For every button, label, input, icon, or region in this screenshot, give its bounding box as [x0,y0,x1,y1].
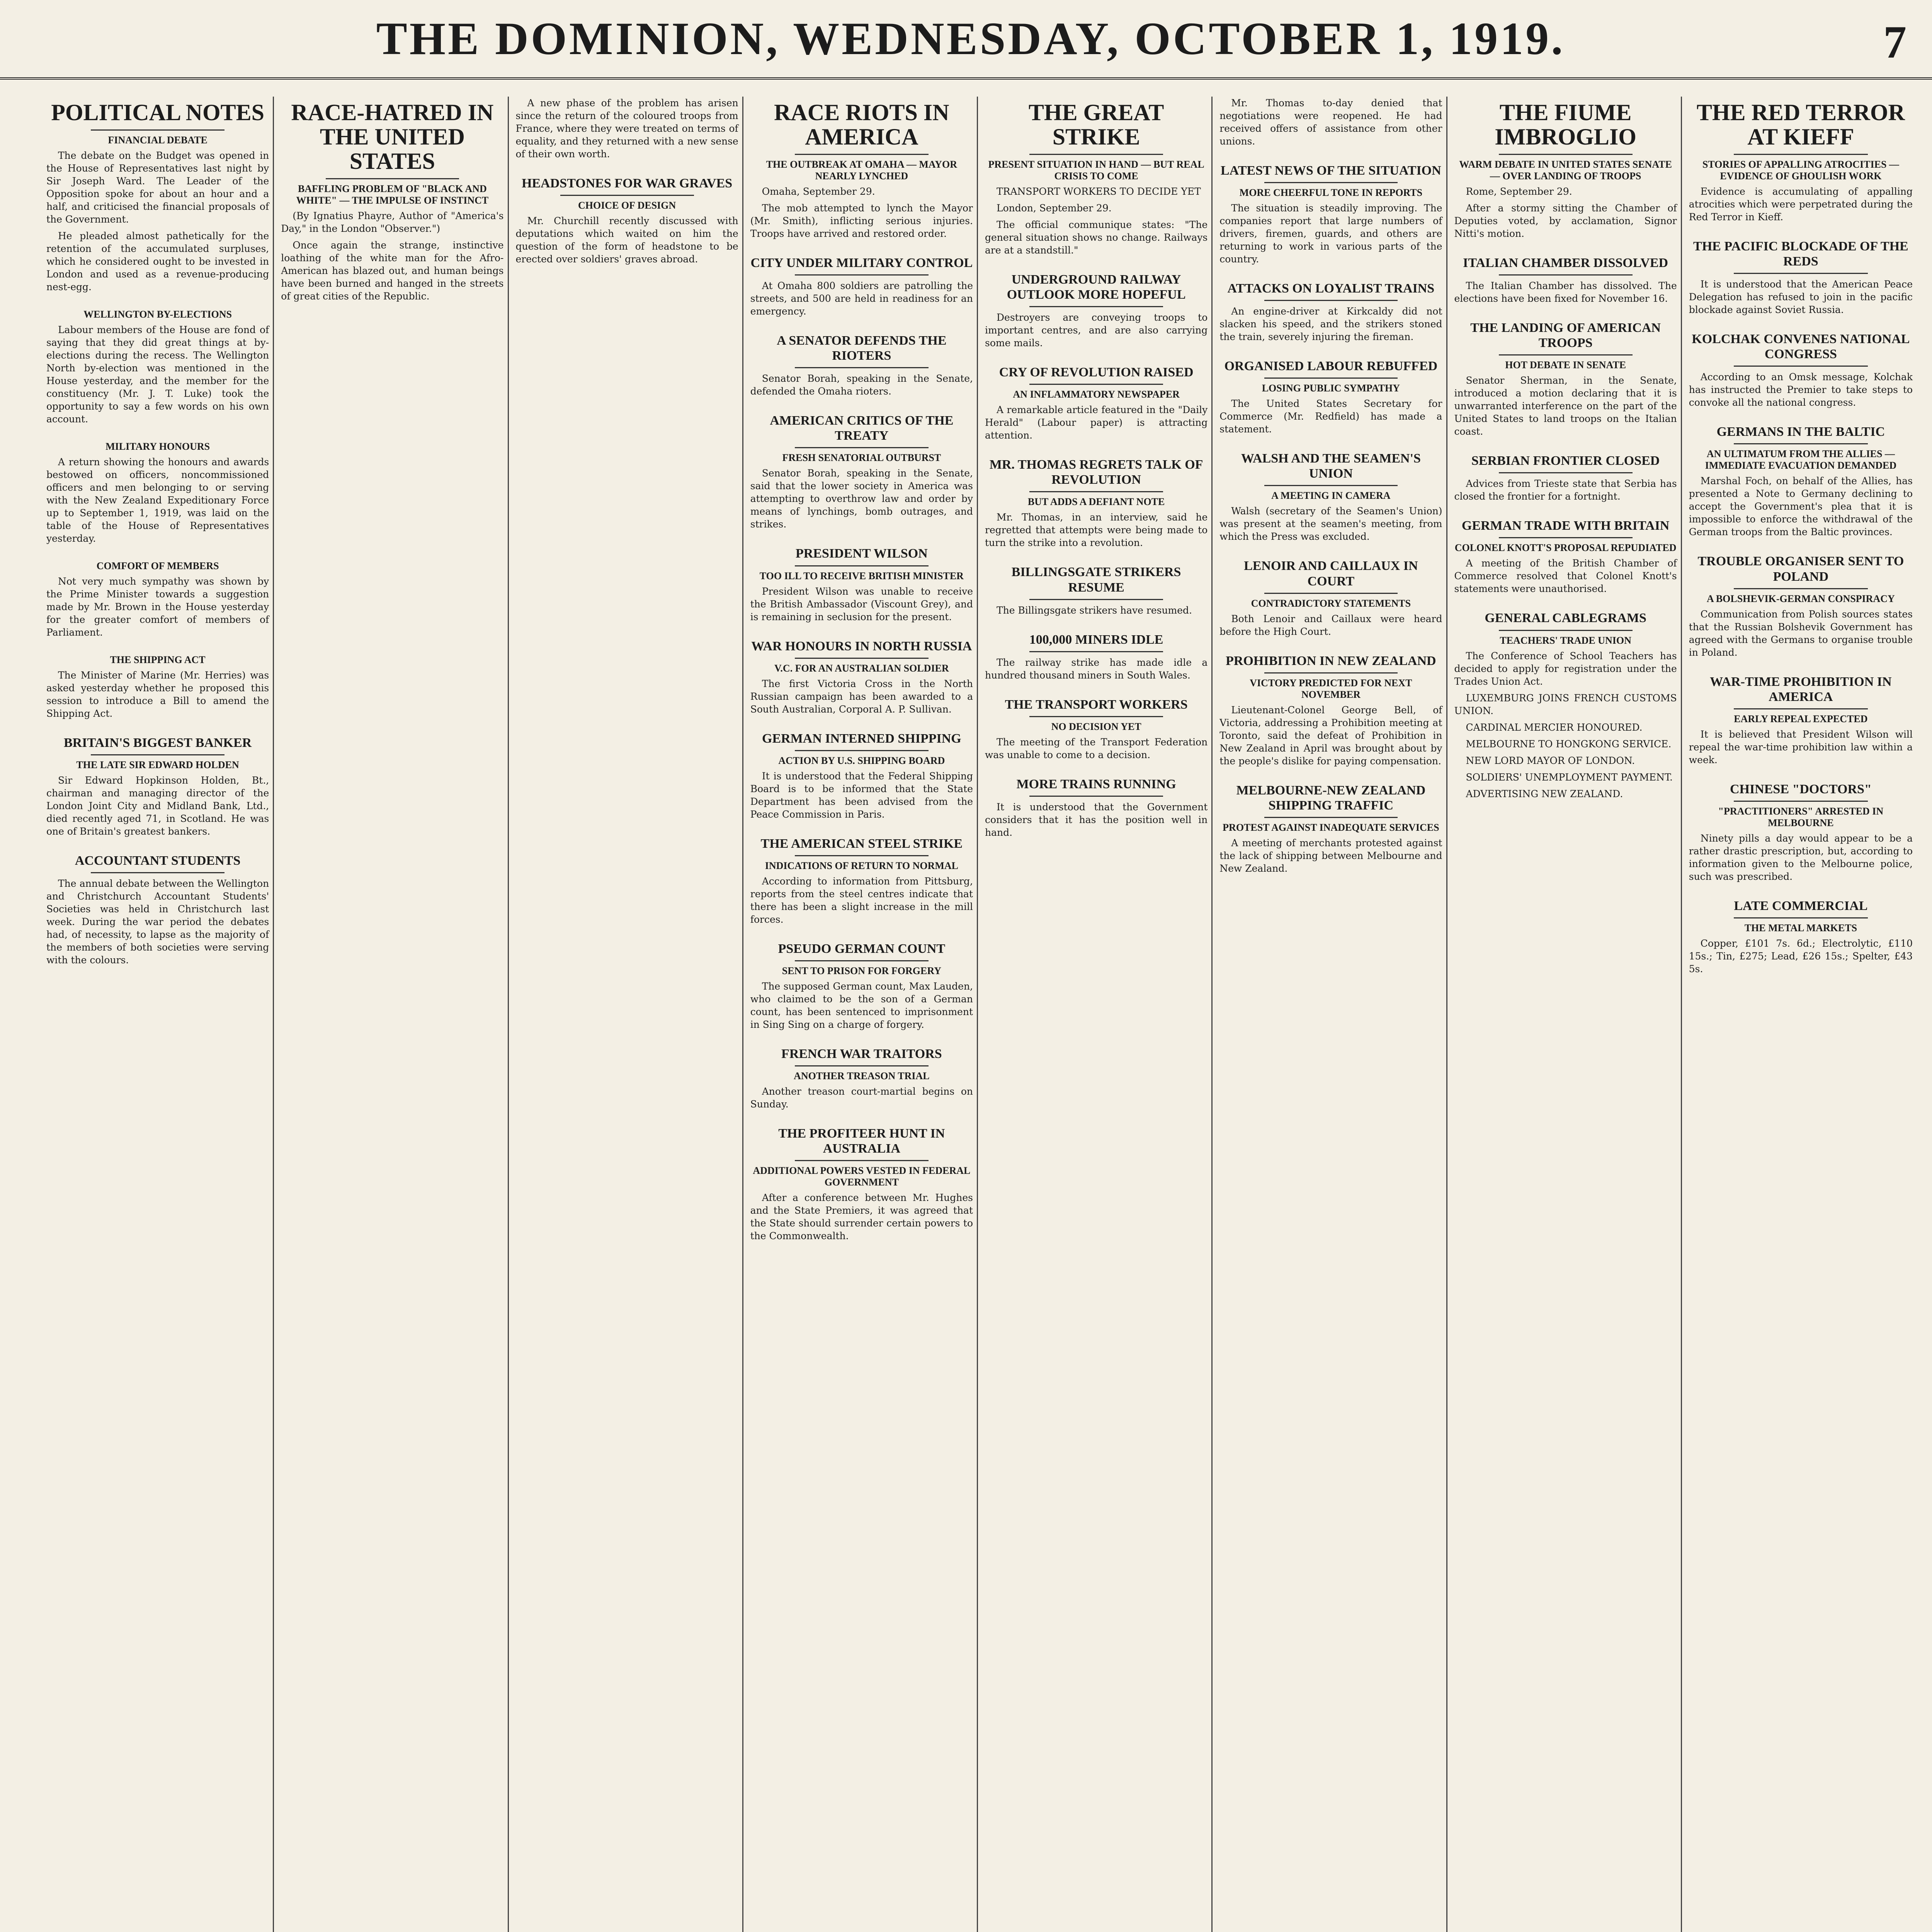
article-paragraph: The meeting of the Transport Federation was unable to come to a decision. [985,736,1208,760]
article-headline: CITY UNDER MILITARY CONTROL [750,256,973,270]
article-headline: PRESIDENT WILSON [796,546,928,561]
headline-rule [1734,154,1868,155]
article-paragraph: Another treason court-martial begins on Sunday. [750,1086,973,1110]
article [1689,100,1913,223]
article [46,309,269,425]
article-subheading: THE LATE SIR EDWARD HOLDEN [76,759,239,771]
article [750,1046,973,1111]
article-subheading: VICTORY PREDICTED FOR NEXT NOVEMBER [1250,677,1412,700]
article [750,413,973,531]
article-paragraph: An engine-driver at Kirkcaldy did not slacken his speed, and the strikers stoned the train, severely injuring the fireman. [1219,306,1442,343]
article [1219,97,1442,148]
article-headline: THE PACIFIC BLOCKADE OF THE REDS [1693,239,1908,269]
article-subheading: THE SHIPPING ACT [110,654,206,665]
article [1219,281,1442,343]
article [985,365,1208,442]
article-subheading: MILITARY HONOURS [105,441,210,452]
article-paragraph: The official communique states: "The general situation shows no change. Railways are at a standstill." [985,219,1208,256]
article [750,255,973,318]
article [1454,611,1677,800]
article-headline: 100,000 MINERS IDLE [1029,632,1163,647]
article-headline: BRITAIN'S BIGGEST BANKER [64,736,252,750]
article-paragraph: TRANSPORT WORKERS TO DECIDE YET [997,186,1201,197]
article [1689,424,1913,538]
column-1 [46,97,274,1932]
headline-rule [1029,716,1163,717]
article-headline: MR. THOMAS REGRETS TALK OF REVOLUTION [989,457,1203,487]
article-paragraph: The first Victoria Cross in the North Russian campaign has been awarded to a South Australian, Corporal A. P. Sullivan. [750,678,973,715]
headline-rule [1264,378,1398,379]
article-paragraph: Labour members of the House are fond of saying that they did great things at by-elections during the recess. The Wellington North by-election was mentioned in the House yesterday, and the member for the constituency (Mr. J. T. Luke) took the opportunity to say a few words on his own account. [46,324,269,425]
article [985,697,1208,761]
article-headline: MORE TRAINS RUNNING [1016,777,1176,791]
article-paragraph: The Conference of School Teachers has decided to apply for registration under the Trades Union Act. [1454,650,1677,687]
article-subheading: PRESENT SITUATION IN HAND — BUT REAL CRISIS TO COME [988,159,1204,182]
article [1219,359,1442,435]
headline-rule [1499,274,1633,276]
article-subheading: V.C. FOR AN AUSTRALIAN SOLDIER [774,662,949,674]
article [985,272,1208,349]
headline-rule [1734,708,1868,709]
article [750,731,973,821]
article-headline: MELBOURNE-NEW ZEALAND SHIPPING TRAFFIC [1236,783,1426,813]
article-paragraph: ADVERTISING NEW ZEALAND. [1466,788,1623,799]
article-paragraph: A new phase of the problem has arisen since the return of the coloured troops from France, where they were treated on terms of equality, and they returned with a new sense of their own worth. [515,97,738,160]
article-paragraph: A meeting of the British Chamber of Commerce resolved that Colonel Knott's statements were unauthorised. [1454,558,1677,595]
article [750,836,973,926]
article-subheading: BUT ADDS A DEFIANT NOTE [1027,496,1165,508]
article-headline: LATE COMMERCIAL [1734,898,1868,913]
article-subheading: SENT TO PRISON FOR FORGERY [782,965,942,976]
article-subheading: HOT DEBATE IN SENATE [1505,359,1626,371]
article [750,639,973,716]
headline-rule [1264,817,1398,818]
article-paragraph: Senator Borah, speaking in the Senate, defended the Omaha rioters. [750,373,973,397]
headline-rule [795,565,929,566]
article [1219,558,1442,638]
article-headline: GERMAN INTERNED SHIPPING [762,731,961,746]
article-paragraph: The supposed German count, Max Lauden, who claimed to be the son of a German count, has been sentenced to imprisonment in Sing Sing on a charge of forgery. [750,980,973,1030]
headline-rule [1029,384,1163,385]
headline-rule [1499,154,1633,155]
article-paragraph: After a conference between Mr. Hughes and the State Premiers, it was agreed that the State should surrender certain powers to the Commonwealth. [750,1192,973,1242]
article-paragraph: It is understood that the Federal Shipping Board is to be informed that the State Department has been advised from the Peace Commission in Paris. [750,770,973,820]
article-subheading: CONTRADICTORY STATEMENTS [1251,597,1411,609]
article-paragraph: Once again the strange, instinctive loathing of the white man for the Afro-American has blazed out, and human beings have been burned and hanged in the streets of great cities of the Republic. [281,240,504,302]
article [985,632,1208,682]
article-headline: THE LANDING OF AMERICAN TROOPS [1470,321,1661,350]
headline-rule [1264,593,1398,594]
article-subheading: TEACHERS' TRADE UNION [1500,634,1631,646]
article [516,176,738,265]
article-headline: A SENATOR DEFENDS THE RIOTERS [777,333,947,363]
article-subheading: AN INFLAMMATORY NEWSPAPER [1013,389,1180,400]
headline-rule [1734,443,1868,444]
article-headline: GERMANS IN THE BALTIC [1716,425,1885,439]
headline-rule [795,1160,929,1161]
article-headline: WAR-TIME PROHIBITION IN AMERICA [1710,674,1892,704]
headline-rule [1029,154,1163,155]
article [750,333,973,398]
article-paragraph: Communication from Polish sources states that the Russian Bolshevik Government has agreed with the Germans to organise trouble in Poland. [1689,608,1913,658]
column-4 [750,97,978,1932]
article-headline: WAR HONOURS IN NORTH RUSSIA [751,639,972,653]
article-subheading: WELLINGTON BY-ELECTIONS [83,309,232,320]
article [1454,320,1677,438]
headline-rule [1734,801,1868,802]
headline-rule [1734,588,1868,589]
headline-rule [795,154,929,155]
article [46,735,269,838]
article [750,546,973,623]
article [1219,783,1442,875]
article-paragraph: Lieutenant-Colonel George Bell, of Victoria, addressing a Prohibition meeting at Toronto, said the defeat of Prohibition in New Zealand in April was brought about by the people's dislike for paying compensation. [1219,704,1442,767]
article-paragraph: Both Lenoir and Caillaux were heard before the High Court. [1219,613,1442,637]
article-paragraph: (By Ignatius Phayre, Author of "America's Day," in the London "Observer.") [281,210,504,234]
article-paragraph: Ninety pills a day would appear to be a rather drastic prescription, but, according to information given to the Melbourne police, such was prescribed. [1689,832,1913,882]
headline-rule [1264,485,1398,486]
article-paragraph: Mr. Thomas, in an interview, said he regretted that attempts were being made to turn the strike into a revolution. [985,512,1208,549]
article [46,853,269,966]
article-subheading: STORIES OF APPALLING ATROCITIES — EVIDENCE OF GHOULISH WORK [1702,159,1899,182]
article [750,100,973,240]
article-paragraph: It is understood that the Government considers that it has the position well in hand. [985,801,1208,838]
article [1689,898,1913,975]
article-headline: BILLINGSGATE STRIKERS RESUME [1011,565,1181,595]
article-paragraph: The Billingsgate strikers have resumed. [997,604,1192,616]
headline-rule [91,754,224,755]
article-paragraph: SOLDIERS' UNEMPLOYMENT PAYMENT. [1466,771,1673,783]
article-paragraph: Omaha, September 29. [762,186,875,197]
article [1689,782,1913,883]
headline-rule [795,750,929,751]
article-subheading: FRESH SENATORIAL OUTBURST [782,452,941,464]
headline-rule [795,1065,929,1066]
article-subheading: AN ULTIMATUM FROM THE ALLIES — IMMEDIATE EVACUATION DEMANDED [1705,448,1897,471]
article-paragraph: The United States Secretary for Commerce (Mr. Redfield) has made a statement. [1219,398,1442,435]
article-paragraph: It is understood that the American Peace Delegation has refused to join in the pacific blockade against Soviet Russia. [1689,279,1913,316]
headline-rule [326,178,459,179]
headline-rule [1029,491,1163,492]
article-subheading: COMFORT OF MEMBERS [96,560,219,571]
article [985,100,1208,257]
article-paragraph: After a stormy sitting the Chamber of Deputies voted, by acclamation, Signor Nitti's motion. [1454,202,1677,239]
article-paragraph: NEW LORD MAYOR OF LONDON. [1466,755,1635,766]
article-paragraph: The railway strike has made idle a hundred thousand miners in South Wales. [985,656,1208,681]
headline-rule [1499,354,1633,355]
headline-rule [1499,537,1633,538]
headline-rule [1734,917,1868,918]
article-subheading: FINANCIAL DEBATE [108,134,207,146]
article [1219,451,1442,543]
article-subheading: MORE CHEERFUL TONE IN REPORTS [1239,187,1423,199]
article-paragraph: LUXEMBURG JOINS FRENCH CUSTOMS UNION. [1454,692,1677,716]
article-headline: PROHIBITION IN NEW ZEALAND [1226,653,1436,668]
article [985,457,1208,549]
article [46,441,269,545]
article-paragraph: The annual debate between the Wellington and Christchurch Accountant Students' Societies was held in Christchurch last week. During the war period the debates had, of necessity, to lapse as the majority of the members of both societies were serving with the colours. [46,878,269,966]
article-paragraph: Copper, £101 7s. 6d.; Electrolytic, £110 15s.; Tin, £275; Lead, £26 15s.; Spelter, £43 5s. [1689,938,1913,975]
headline-rule [1499,472,1633,473]
article-paragraph: A return showing the honours and awards bestowed on officers, noncommissioned officers and men belonging to or serving with the New Zealand Expeditionary Force up to September 1, 1919, was laid on the table of the House of Representatives yesterday. [46,456,269,544]
article-paragraph: President Wilson was unable to receive the British Ambassador (Viscount Grey), and is remaining in seclusion for the present. [750,585,973,622]
article-subheading: NO DECISION YET [1051,721,1141,732]
article-headline: RACE-HATRED IN THE UNITED STATES [291,100,494,174]
article-subheading: A BOLSHEVIK-GERMAN CONSPIRACY [1706,593,1895,604]
headline-rule [795,274,929,276]
article-headline: POLITICAL NOTES [51,100,265,125]
article-headline: LATEST NEWS OF THE SITUATION [1221,163,1441,178]
article-paragraph: CARDINAL MERCIER HONOURED. [1466,721,1643,733]
article-headline: WALSH AND THE SEAMEN'S UNION [1241,451,1421,481]
article-subheading: THE OUTBREAK AT OMAHA — MAYOR NEARLY LYNCHED [766,159,957,182]
column-8 [1689,97,1917,1932]
article-subheading: ACTION BY U.S. SHIPPING BOARD [778,755,945,766]
headline-rule [795,367,929,368]
article-paragraph: Sir Edward Hopkinson Holden, Bt., chairman and managing director of the London Joint City and Midland Bank, Ltd., died recently aged 71, in Scotland. He was one of Britain's greatest bankers. [46,775,269,837]
article-headline: HEADSTONES FOR WAR GRAVES [522,176,733,190]
headline-rule [1734,366,1868,367]
article [985,565,1208,616]
article [1689,554,1913,658]
column-6 [1219,97,1447,1932]
article-subheading: LOSING PUBLIC SYMPATHY [1262,383,1400,394]
article-subheading: THE METAL MARKETS [1744,922,1857,934]
masthead [0,0,1932,80]
article-subheading: TOO ILL TO RECEIVE BRITISH MINISTER [759,570,964,582]
article-subheading: COLONEL KNOTT'S PROPOSAL REPUDIATED [1454,542,1677,554]
column-2 [281,97,509,1932]
article-paragraph: At Omaha 800 soldiers are patrolling the streets, and 500 are held in readiness for an emergency. [750,280,973,317]
article-paragraph: Walsh (secretary of the Seamen's Union) was present at the seamen's meeting, from which the Press was excluded. [1219,505,1442,543]
article [1219,163,1442,265]
article-paragraph: A remarkable article featured in the "Daily Herald" (Labour paper) is attracting attention. [985,404,1208,441]
article [516,97,738,160]
article-headline: GENERAL CABLEGRAMS [1485,611,1646,626]
article [46,654,269,720]
article [1454,518,1677,595]
article-paragraph: The debate on the Budget was opened in the House of Representatives last night by Sir Joseph Ward. The Leader of the Opposition spoke for about an hour and a half, and criticised the financial proposals of the Government. [46,150,269,225]
article-headline: SERBIAN FRONTIER CLOSED [1471,454,1660,468]
article-paragraph: Marshal Foch, on behalf of the Allies, has presented a Note to Germany declining to accept the Government's plea that it is impossible to enforce the withdrawal of the German troops from the Baltic provinces. [1689,475,1913,538]
article-headline: ITALIAN CHAMBER DISSOLVED [1463,256,1668,270]
article-headline: THE FIUME IMBROGLIO [1495,100,1636,150]
headline-rule [1029,306,1163,307]
article-subheading: CHOICE OF DESIGN [578,200,676,211]
article-paragraph: London, September 29. [997,202,1112,214]
article-paragraph: According to an Omsk message, Kolchak has instructed the Premier to take steps to convoke all the national congress. [1689,371,1913,408]
article-paragraph: The Italian Chamber has dissolved. The elections have been fixed for November 16. [1454,280,1677,304]
article-paragraph: Not very much sympathy was shown by the Prime Minister towards a suggestion made by Mr. Brown in the House yesterday for the greater comfort of members of Parliament. [46,576,269,638]
article-subheading: "PRACTITIONERS" ARRESTED IN MELBOURNE [1718,805,1884,828]
article [1219,653,1442,767]
article-paragraph: MELBOURNE TO HONGKONG SERVICE. [1466,738,1672,750]
headline-rule [1734,273,1868,274]
article-headline: THE AMERICAN STEEL STRIKE [760,836,963,851]
article-paragraph: Destroyers are conveying troops to important centres, and are also carrying some mails. [985,312,1208,349]
article-subheading: ANOTHER TREASON TRIAL [794,1070,930,1082]
headline-rule [1029,796,1163,797]
article [1454,100,1677,240]
headline-rule [1029,651,1163,652]
headline-rule [795,855,929,856]
headline-rule [795,447,929,448]
article-headline: THE GREAT STRIKE [1028,100,1164,150]
article-paragraph: Mr. Churchill recently discussed with deputations which waited on him the question of the form of headstone to be erected over soldiers' graves abroad. [515,215,738,265]
article-headline: KOLCHAK CONVENES NATIONAL CONGRESS [1692,332,1910,362]
columns-container [46,97,1917,1932]
headline-rule [560,195,694,196]
headline-rule [1264,300,1398,301]
article [1689,332,1913,409]
page-number: 7 [1883,16,1906,68]
article-headline: THE RED TERROR AT KIEFF [1696,100,1905,150]
article-headline: CHINESE "DOCTORS" [1730,782,1872,796]
headline-rule [1264,672,1398,673]
article-paragraph: He pleaded almost pathetically for the retention of the accumulated surpluses, which he considered ought to be invested in London and used as a revenue-producing nest-egg. [46,230,269,293]
article-paragraph: The Minister of Marine (Mr. Herries) was asked yesterday whether he proposed this session to introduce a Bill to amend the Shipping Act. [46,670,269,719]
article-headline: AMERICAN CRITICS OF THE TREATY [770,413,954,443]
headline-rule [1029,599,1163,600]
article-paragraph: It is believed that President Wilson will repeal the war-time prohibition law within a week. [1689,728,1913,765]
article-paragraph: According to information from Pittsburg, reports from the steel centres indicate that there has been a slight increase in the mill forces. [750,875,973,925]
headline-rule [91,129,224,131]
article-subheading: BAFFLING PROBLEM OF "BLACK AND WHITE" — THE IMPULSE OF INSTINCT [296,183,489,206]
article-paragraph: The mob attempted to lynch the Mayor (Mr. Smith), inflicting serious injuries. Troops have arrived and restored order. [750,202,973,239]
article-headline: LENOIR AND CAILLAUX IN COURT [1244,559,1418,588]
article-headline: GERMAN TRADE WITH BRITAIN [1461,519,1670,533]
article-subheading: PROTEST AGAINST INADEQUATE SERVICES [1223,821,1439,833]
article-headline: RACE RIOTS IN AMERICA [774,100,949,150]
headline-rule [1264,182,1398,183]
article-paragraph: A meeting of merchants protested against the lack of shipping between Melbourne and New Zealand. [1219,837,1442,874]
article [46,560,269,639]
article [46,100,269,293]
article-headline: ORGANISED LABOUR REBUFFED [1224,359,1438,374]
article [1689,674,1913,766]
headline-rule [795,960,929,961]
article-subheading: INDICATIONS OF RETURN TO NORMAL [765,860,959,871]
article-paragraph: Advices from Trieste state that Serbia has closed the frontier for a fortnight. [1454,478,1677,502]
article-paragraph: The situation is steadily improving. The companies report that large numbers of drivers, firemen, guards, and others are returning to work in various parts of the country. [1219,202,1442,265]
article-paragraph: Senator Sherman, in the Senate, introduced a motion declaring that it is unwarranted interference on the part of the United States to land troops on the Italian coast. [1454,375,1677,437]
article-headline: ATTACKS ON LOYALIST TRAINS [1227,281,1435,296]
article-subheading: EARLY REPEAL EXPECTED [1734,713,1868,724]
article [985,777,1208,839]
article-headline: THE TRANSPORT WORKERS [1005,697,1188,712]
column-5 [985,97,1213,1932]
column-7 [1454,97,1682,1932]
article [750,941,973,1031]
article-headline: FRENCH WAR TRAITORS [781,1046,942,1061]
article [281,100,503,303]
article-headline: UNDERGROUND RAILWAY OUTLOOK MORE HOPEFUL [1007,272,1186,302]
article-subheading: ADDITIONAL POWERS VESTED IN FEDERAL GOVERNMENT [753,1165,971,1188]
headline-rule [1499,630,1633,631]
article-headline: CRY OF REVOLUTION RAISED [999,365,1194,380]
masthead-title: THE DOMINION, WEDNESDAY, OCTOBER 1, 1919. [376,13,1565,64]
article-headline: PSEUDO GERMAN COUNT [778,941,946,956]
article-headline: ACCOUNTANT STUDENTS [75,854,241,868]
article-paragraph: Rome, September 29. [1466,186,1572,197]
article-paragraph: Senator Borah, speaking in the Senate, said that the lower society in America was attempting to overthrow law and order by means of lynchings, bomb outrages, and strikes. [750,468,973,530]
headline-rule [91,872,224,873]
article-paragraph: Mr. Thomas to-day denied that negotiations were reopened. He had received offers of assistance from other unions. [1219,97,1442,147]
article-subheading: WARM DEBATE IN UNITED STATES SENATE — OVER LANDING OF TROOPS [1459,159,1672,182]
article-subheading: A MEETING IN CAMERA [1271,490,1391,502]
article [750,1126,973,1242]
article [1454,453,1677,503]
headline-rule [795,658,929,659]
article-paragraph: Evidence is accumulating of appalling atrocities which were perpetrated during the Red Terror in Kieff. [1689,186,1913,223]
article-headline: TROUBLE ORGANISER SENT TO POLAND [1697,554,1904,584]
article [1454,255,1677,305]
article [1689,239,1913,316]
article-headline: THE PROFITEER HUNT IN AUSTRALIA [778,1126,945,1156]
column-3 [516,97,743,1932]
